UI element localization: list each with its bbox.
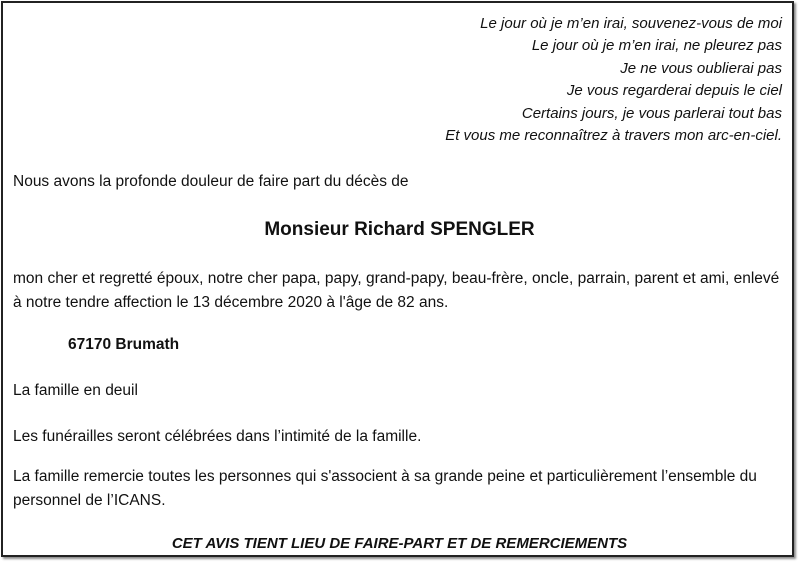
poem xyxy=(445,13,782,147)
thanks-text: La famille remercie toutes les personnes qui s'associent à sa grande peine et particulièrement l’ensemble du personnel de l’ICANS. xyxy=(13,468,757,509)
poem-line: Certains jours, je vous parlerai tout bas xyxy=(521,104,782,122)
poem-line: Je ne vous oublierai pas xyxy=(620,59,782,77)
poem-line: Le jour où je m’en irai, ne pleurez pas xyxy=(531,37,782,55)
description-text: mon cher et regretté époux, notre cher papa, papy, grand-papy, beau-frère, oncle, parrain, parent et ami, enlevé à notre tendre affection le 13 décembre 2020 à l'âge de 82 ans. xyxy=(13,270,780,311)
poem-line: Le jour où je m’en irai, souvenez-vous de moi xyxy=(480,15,782,32)
obituary-notice xyxy=(1,1,794,557)
deceased-name: Monsieur Richard SPENGLER xyxy=(264,219,535,240)
family-text: La famille en deuil xyxy=(13,382,138,399)
footer-notice: CET AVIS TIENT LIEU DE FAIRE-PART ET DE REMERCIEMENTS xyxy=(171,535,628,552)
poem-line: Je vous regarderai depuis le ciel xyxy=(566,82,782,100)
funeral-text: Les funérailles seront célébrées dans l’intimité de la famille. xyxy=(13,428,422,445)
intro-text: Nous avons la profonde douleur de faire part du décès de xyxy=(13,173,409,190)
poem-line: Et vous me reconnaîtrez à travers mon arc-en-ciel. xyxy=(445,127,782,145)
city-text: 67170 Brumath xyxy=(68,336,180,353)
